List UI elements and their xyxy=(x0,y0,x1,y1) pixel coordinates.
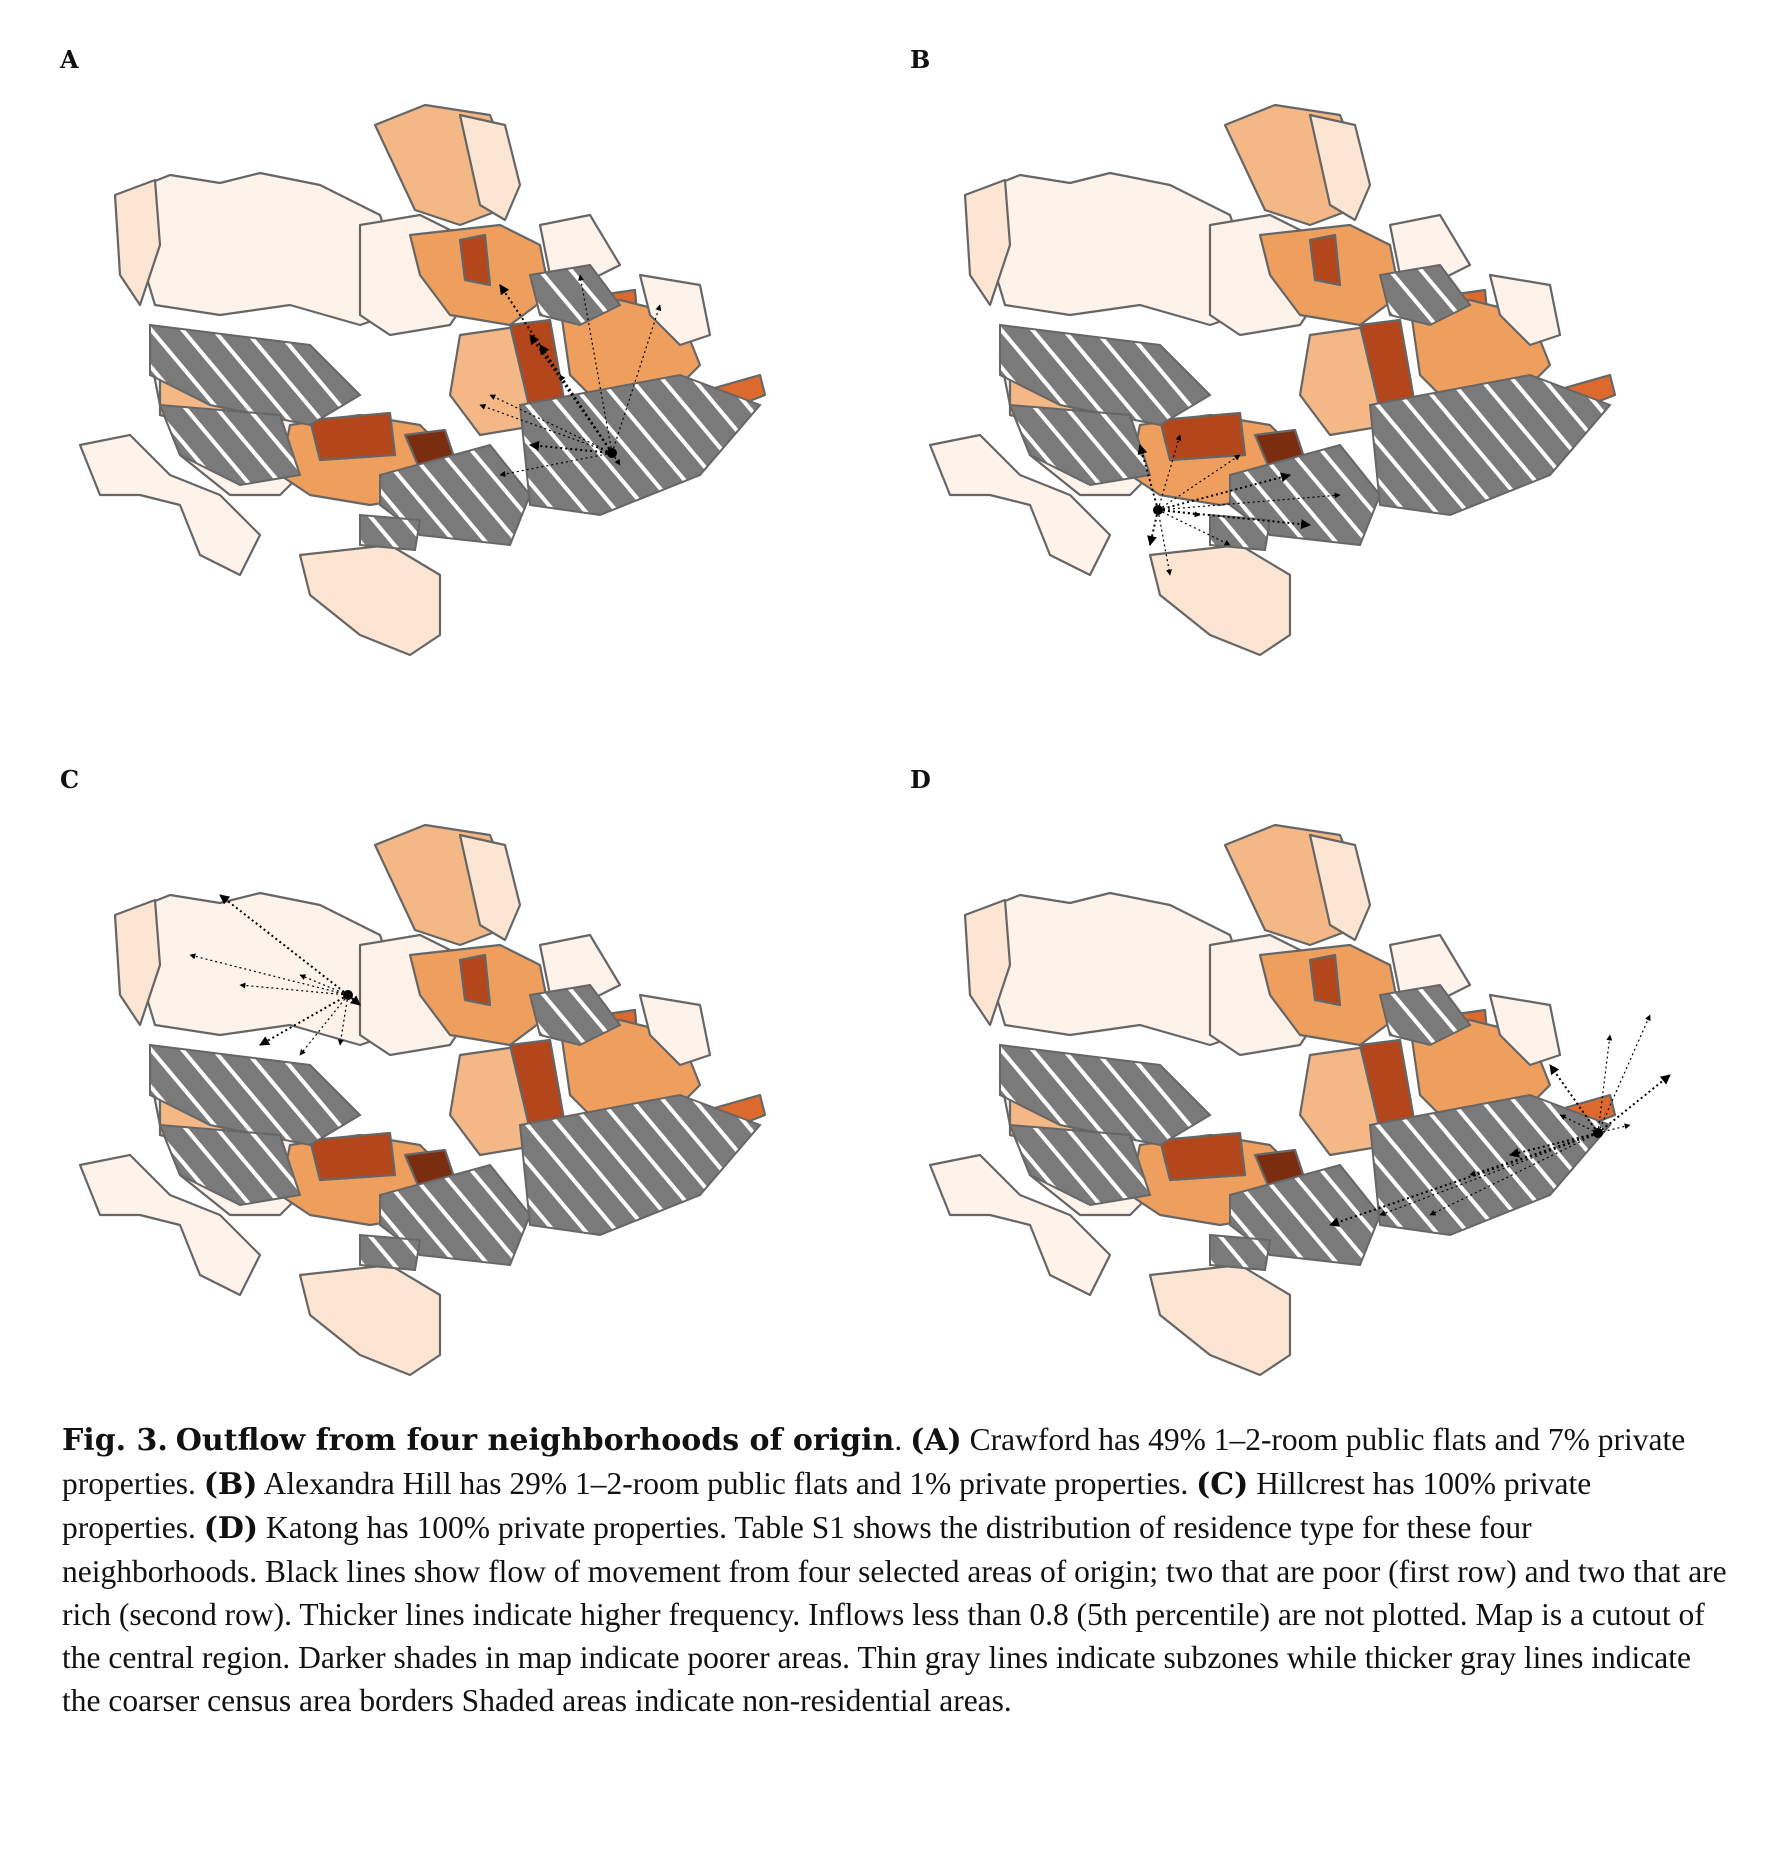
panel-label-c: C xyxy=(60,765,80,794)
region-northeast-dark xyxy=(1310,955,1340,1005)
region-island xyxy=(1150,545,1290,655)
caption-part-c-label: (C) xyxy=(1196,1467,1249,1502)
region-west xyxy=(970,173,1250,325)
caption-part-b-label: (B) xyxy=(203,1467,258,1502)
nonres-southwest xyxy=(1010,1125,1150,1205)
nonres-harbor xyxy=(1210,515,1270,550)
panel-label-d: D xyxy=(910,765,931,794)
origin-marker xyxy=(1153,505,1163,515)
region-south-dark xyxy=(310,1133,395,1180)
map-panel-c xyxy=(60,765,920,1465)
region-west xyxy=(120,173,400,325)
caption-part-a-label: (A) xyxy=(910,1423,962,1458)
origin-marker xyxy=(607,448,617,458)
region-island xyxy=(300,545,440,655)
origin-marker xyxy=(343,990,353,1000)
region-south-dark xyxy=(1160,1133,1245,1180)
caption-part-c: Hillcrest has 100% private properties. xyxy=(62,1466,1592,1545)
nonres-southwest xyxy=(160,1125,300,1205)
region-northeast-dark xyxy=(460,235,490,285)
map-a xyxy=(60,75,920,735)
nonres-harbor xyxy=(360,515,420,550)
panel-label-a: A xyxy=(60,45,79,74)
caption-part-b: Alexandra Hill has 29% 1–2-room public flats and 1% private properties. xyxy=(263,1466,1189,1501)
region-south-dark xyxy=(310,413,395,460)
map-panel-b xyxy=(910,45,1770,745)
region-island xyxy=(300,1265,440,1375)
region-northeast-dark xyxy=(1310,235,1340,285)
nonres-harbor xyxy=(1210,1235,1270,1270)
map-d xyxy=(910,795,1770,1455)
nonres-southwest xyxy=(1010,405,1150,485)
map-panel-d xyxy=(910,765,1770,1465)
region-west xyxy=(120,893,400,1045)
caption-fig-label: Fig. 3. xyxy=(62,1423,168,1458)
caption-part-a: Crawford has 49% 1–2-room public flats and 7% private properties. xyxy=(62,1422,1686,1501)
caption-title: Outflow from four neighborhoods of origin xyxy=(175,1423,895,1458)
map-c xyxy=(60,795,920,1455)
caption-body: Table S1 shows the distribution of residence type for these four neighborhoods. Black lines show flow of movement from four selected areas of origin; two that are poor (first row) and two that are rich (second row). Thicker lines indicate higher frequency. Inflows less than 0.8 (5th percentile) are not plotted. Map is a cutout of the central region. Darker shades in map indicate poorer areas. Thin gray lines indicate subzones while thicker gray lines indicate the coarser census area borders Shaded areas indicate non-residential areas. xyxy=(62,1510,1727,1718)
region-island xyxy=(1150,1265,1290,1375)
nonres-harbor xyxy=(360,1235,420,1270)
origin-marker xyxy=(1593,1128,1603,1138)
panel-label-b: B xyxy=(910,45,931,74)
region-west xyxy=(970,893,1250,1045)
caption-part-d: Katong has 100% private properties. xyxy=(266,1510,727,1545)
figure-caption: Fig. 3. Outflow from four neighborhoods of origin. (A) Crawford has 49% 1–2-room public flats and 7% private properties. (B) Alexandra Hill has 29% 1–2-room public flats and 1% private properties. (C) Hillcrest has 100% private properties. (D) Katong has 100% private properties. Table S1 shows the distribution of residence type for these four neighborhoods. Black lines show flow of movement from four selected areas of origin; two that are poor (first row) and two that are rich (second row). Thicker lines indicate higher frequency. Inflows less than 0.8 (5th percentile) are not plotted. Map is a cutout of the central region. Darker shades in map indicate poorer areas. Thin gray lines indicate subzones while thicker gray lines indicate the coarser census area borders Shaded areas indicate non-residential areas. xyxy=(62,1422,1727,1718)
flow-arrow xyxy=(1150,510,1158,545)
region-northeast-dark xyxy=(460,955,490,1005)
region-south-dark xyxy=(1160,413,1245,460)
map-panel-a xyxy=(60,45,920,745)
caption-part-d-label: (D) xyxy=(203,1511,259,1546)
map-b xyxy=(910,75,1770,735)
nonres-southwest xyxy=(160,405,300,485)
